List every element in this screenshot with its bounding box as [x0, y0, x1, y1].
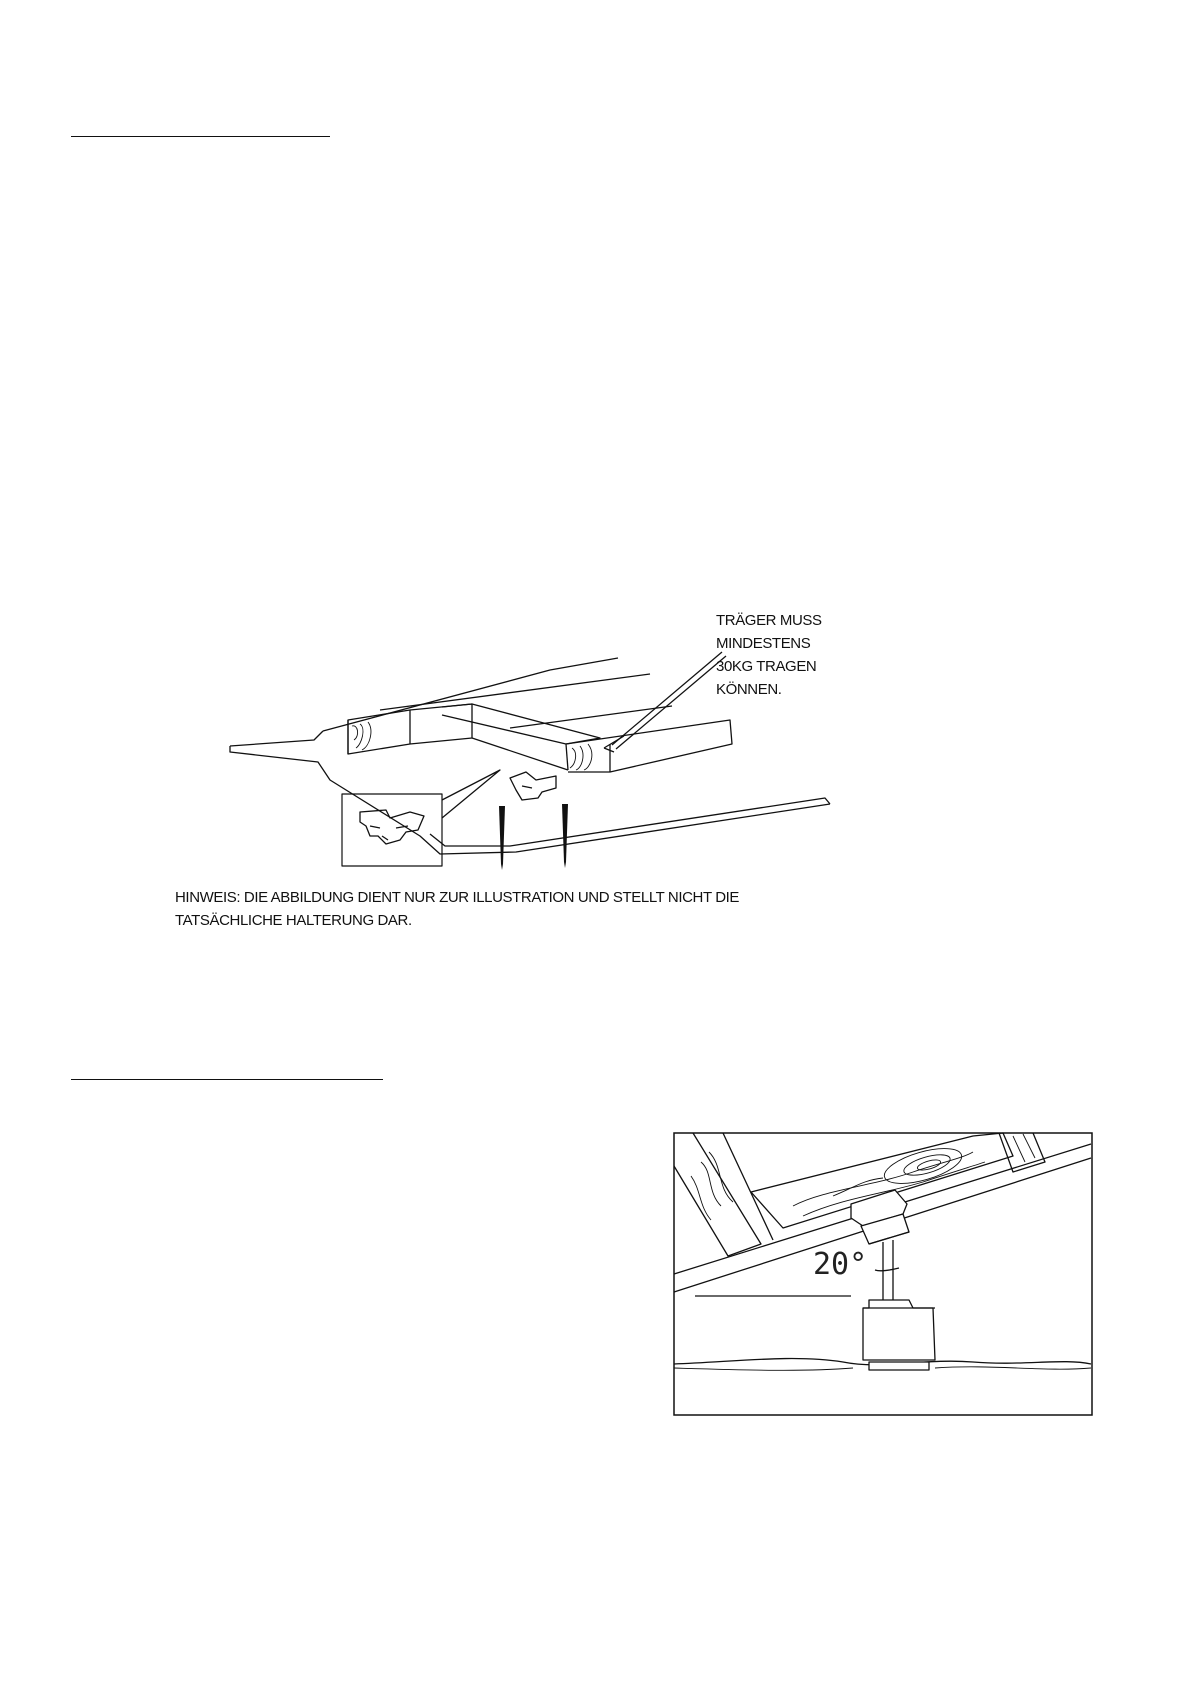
sloped-ceiling-fan-illustration [673, 1132, 1093, 1416]
illustration-note-line-2: TATSÄCHLICHE HALTERUNG DAR. [175, 912, 412, 929]
section-heading-underline [71, 136, 330, 137]
load-label-line-4: KÖNNEN. [716, 681, 782, 698]
load-label-line-1: TRÄGER MUSS [716, 612, 822, 629]
load-label-line-2: MINDESTENS [716, 635, 811, 652]
illustration-note-line-1: HINWEIS: DIE ABBILDUNG DIENT NUR ZUR ILLUSTRATION UND STELLT NICHT DIE [175, 889, 740, 906]
section-heading-underline [71, 1079, 383, 1080]
illustration-note [175, 886, 739, 932]
load-capacity-label [716, 609, 822, 701]
slope-angle-label: 20° [813, 1247, 868, 1282]
load-label-line-3: 30KG TRAGEN [716, 658, 817, 675]
